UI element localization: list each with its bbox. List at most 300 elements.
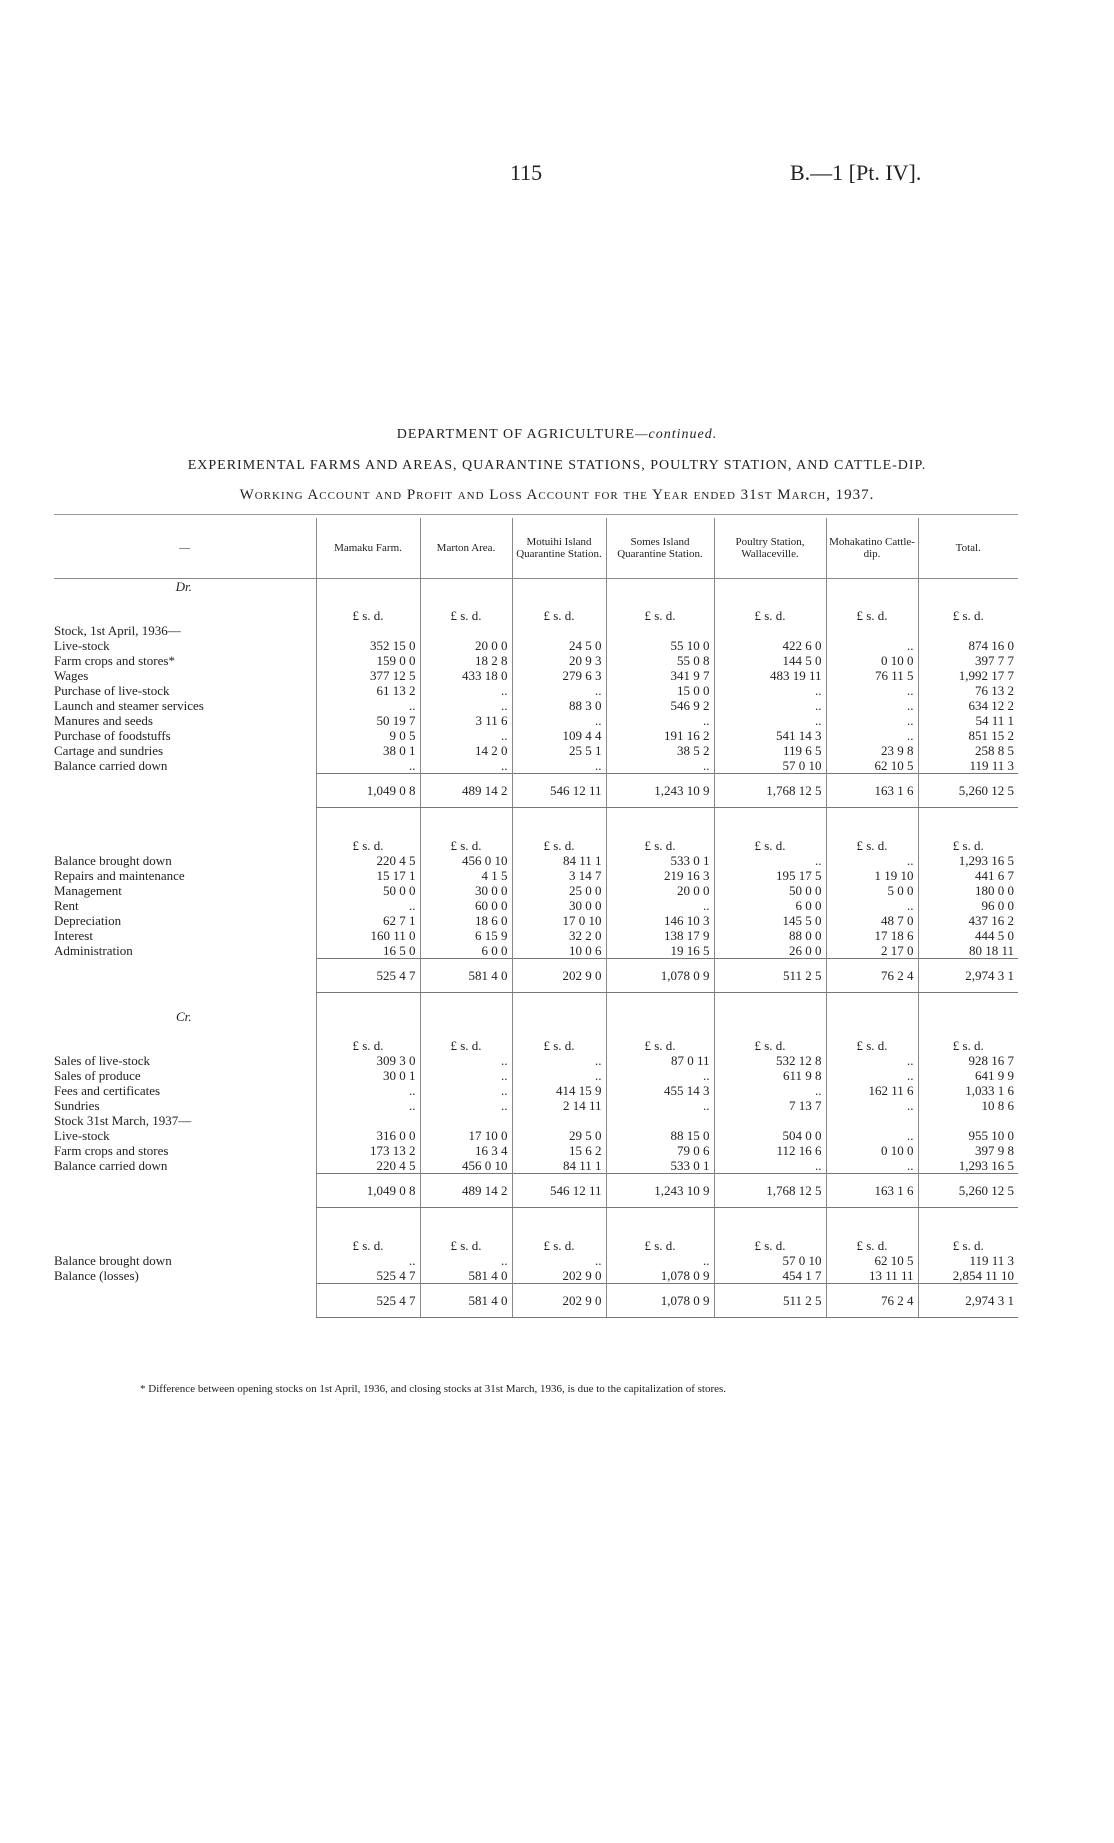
value-cell: .. (316, 1098, 420, 1113)
value-cell (918, 1113, 1018, 1128)
row-label-text: Cartage and sundries (54, 743, 164, 758)
value-cell: .. (714, 1083, 826, 1098)
value-cell: .. (606, 898, 714, 913)
table-row (54, 1128, 1018, 1143)
value-cell: 2 17 0 (826, 943, 918, 959)
value-cell: .. (714, 713, 826, 728)
value-cell: .. (316, 1253, 420, 1268)
units-cell: £ s. d. (606, 1224, 714, 1253)
row-label-text: Management (54, 883, 122, 898)
value-cell: 57 0 10 (714, 758, 826, 774)
value-cell: 6 15 9 (420, 928, 512, 943)
value-cell (420, 623, 512, 638)
value-cell: 5 0 0 (826, 883, 918, 898)
empty-cell (606, 808, 714, 825)
total-cell: 1,078 0 9 (606, 1284, 714, 1318)
row-label-text: Farm crops and stores* (54, 653, 175, 668)
empty-cell (512, 993, 606, 1010)
value-cell: .. (714, 683, 826, 698)
value-cell: 173 13 2 (316, 1143, 420, 1158)
total-cell: 5,260 12 5 (918, 1174, 1018, 1208)
row-label-text: Manures and seeds (54, 713, 153, 728)
units-cell: £ s. d. (714, 824, 826, 853)
main-title: EXPERIMENTAL FARMS AND AREAS, QUARANTINE STATIONS, POULTRY STATION, AND CATTLE-DIP. (187, 458, 927, 473)
value-cell: 30 0 1 (316, 1068, 420, 1083)
empty-cell (714, 1009, 826, 1024)
value-cell: 17 0 10 (512, 913, 606, 928)
value-cell: 38 5 2 (606, 743, 714, 758)
empty-cell (316, 1208, 420, 1225)
table-row (54, 1268, 1018, 1284)
value-cell (826, 1113, 918, 1128)
total-cell: 1,049 0 8 (316, 1174, 420, 1208)
empty-cell (606, 579, 714, 595)
spacer-row (54, 1208, 1018, 1225)
value-cell: 202 9 0 (512, 1268, 606, 1284)
value-cell: 18 6 0 (420, 913, 512, 928)
value-cell: 504 0 0 (714, 1128, 826, 1143)
value-cell: 7 13 7 (714, 1098, 826, 1113)
empty-cell (918, 1208, 1018, 1225)
table-row (54, 913, 1018, 928)
value-cell: 16 5 0 (316, 943, 420, 959)
value-cell: 377 12 5 (316, 668, 420, 683)
value-cell: 62 10 5 (826, 1253, 918, 1268)
row-label (54, 898, 316, 913)
value-cell: .. (606, 713, 714, 728)
row-label (54, 743, 316, 758)
units-cell: £ s. d. (316, 594, 420, 623)
value-cell: 1,293 16 5 (918, 853, 1018, 868)
empty-cell (826, 1208, 918, 1225)
empty-cell (714, 1208, 826, 1225)
row-label-text: Balance carried down (54, 758, 168, 773)
value-cell: 84 11 1 (512, 853, 606, 868)
value-cell: 454 1 7 (714, 1268, 826, 1284)
value-cell: .. (826, 683, 918, 698)
value-cell: 3 11 6 (420, 713, 512, 728)
table-row (54, 928, 1018, 943)
value-cell: 533 0 1 (606, 853, 714, 868)
row-label (54, 928, 316, 943)
table-row (54, 758, 1018, 774)
empty-cell (918, 579, 1018, 595)
empty-cell (54, 824, 316, 853)
value-cell: .. (420, 1053, 512, 1068)
section-label: Dr. (175, 579, 192, 594)
value-cell: 15 0 0 (606, 683, 714, 698)
value-cell: 220 4 5 (316, 1158, 420, 1174)
spacer-row (54, 993, 1018, 1010)
table-row (54, 883, 1018, 898)
value-cell: 2,854 11 10 (918, 1268, 1018, 1284)
value-cell: 455 14 3 (606, 1083, 714, 1098)
row-label-text: Balance brought down (54, 1253, 172, 1268)
row-label-text: Rent (54, 898, 79, 913)
value-cell: 581 4 0 (420, 1268, 512, 1284)
total-row (54, 1174, 1018, 1208)
value-cell (714, 1113, 826, 1128)
units-cell: £ s. d. (826, 824, 918, 853)
units-cell: £ s. d. (826, 1024, 918, 1053)
units-cell: £ s. d. (606, 824, 714, 853)
value-cell: 25 5 1 (512, 743, 606, 758)
value-cell: .. (714, 698, 826, 713)
value-cell: 9 0 5 (316, 728, 420, 743)
value-cell: 138 17 9 (606, 928, 714, 943)
row-label (54, 1253, 316, 1268)
value-cell: .. (826, 853, 918, 868)
value-cell: .. (606, 758, 714, 774)
spacer-row (54, 808, 1018, 825)
value-cell: 30 0 0 (420, 883, 512, 898)
value-cell (826, 623, 918, 638)
row-label-text: Sales of live-stock (54, 1053, 151, 1068)
value-cell: 159 0 0 (316, 653, 420, 668)
total-row (54, 1284, 1018, 1318)
value-cell: 352 15 0 (316, 638, 420, 653)
empty-cell (316, 1009, 420, 1024)
units-cell: £ s. d. (918, 1224, 1018, 1253)
value-cell: 76 11 5 (826, 668, 918, 683)
top-rule (54, 514, 1018, 515)
value-cell: 10 0 6 (512, 943, 606, 959)
row-label-text: Stock, 1st April, 1936— (54, 623, 181, 638)
department-suffix: —continued. (635, 427, 718, 442)
value-cell: 541 14 3 (714, 728, 826, 743)
table-row (54, 1068, 1018, 1083)
total-cell: 581 4 0 (420, 959, 512, 993)
table-row (54, 1098, 1018, 1113)
empty-cell (918, 808, 1018, 825)
value-cell: 14 2 0 (420, 743, 512, 758)
value-cell: .. (420, 1253, 512, 1268)
units-cell: £ s. d. (316, 1224, 420, 1253)
row-label-text: Farm crops and stores (54, 1143, 169, 1158)
table-row (54, 713, 1018, 728)
row-label (54, 668, 316, 683)
total-cell: 525 4 7 (316, 959, 420, 993)
value-cell (420, 1113, 512, 1128)
total-cell: 1,768 12 5 (714, 1174, 826, 1208)
row-label (54, 653, 316, 668)
value-cell: 88 0 0 (714, 928, 826, 943)
value-cell: 119 11 3 (918, 1253, 1018, 1268)
empty-cell (512, 1009, 606, 1024)
value-cell: 1,293 16 5 (918, 1158, 1018, 1174)
empty-cell (512, 1208, 606, 1225)
value-cell: 62 10 5 (826, 758, 918, 774)
value-cell: 219 16 3 (606, 868, 714, 883)
empty-cell (714, 993, 826, 1010)
empty-cell (316, 993, 420, 1010)
row-label (54, 683, 316, 698)
empty-cell (54, 1024, 316, 1053)
value-cell: 220 4 5 (316, 853, 420, 868)
value-cell: 414 15 9 (512, 1083, 606, 1098)
units-cell: £ s. d. (606, 1024, 714, 1053)
value-cell: .. (606, 1253, 714, 1268)
row-label (54, 758, 316, 774)
value-cell: 87 0 11 (606, 1053, 714, 1068)
value-cell: 20 9 3 (512, 653, 606, 668)
units-cell: £ s. d. (714, 594, 826, 623)
total-cell: 1,243 10 9 (606, 774, 714, 808)
value-cell: 76 13 2 (918, 683, 1018, 698)
value-cell: 441 6 7 (918, 868, 1018, 883)
value-cell: .. (420, 1083, 512, 1098)
value-cell: .. (512, 683, 606, 698)
value-cell (714, 623, 826, 638)
empty-cell (714, 808, 826, 825)
table-row (54, 1253, 1018, 1268)
value-cell: .. (826, 1158, 918, 1174)
units-cell: £ s. d. (420, 1224, 512, 1253)
value-cell: 1 19 10 (826, 868, 918, 883)
account-table (54, 518, 1018, 1318)
value-cell: .. (714, 853, 826, 868)
empty-cell (918, 993, 1018, 1010)
row-label-text: Balance carried down (54, 1158, 168, 1173)
value-cell (512, 1113, 606, 1128)
value-cell: .. (826, 728, 918, 743)
row-label (54, 913, 316, 928)
value-cell: 160 11 0 (316, 928, 420, 943)
value-cell (918, 623, 1018, 638)
value-cell: 258 8 5 (918, 743, 1018, 758)
empty-cell (606, 993, 714, 1010)
value-cell: 0 10 0 (826, 653, 918, 668)
row-label (54, 1143, 316, 1158)
total-cell: 76 2 4 (826, 1284, 918, 1318)
table-row (54, 1158, 1018, 1174)
units-cell: £ s. d. (714, 1224, 826, 1253)
total-cell: 163 1 6 (826, 1174, 918, 1208)
row-label (54, 1053, 316, 1068)
table-row (54, 683, 1018, 698)
total-cell: 525 4 7 (316, 1284, 420, 1318)
page-number: 115 (510, 160, 543, 185)
value-cell: .. (512, 713, 606, 728)
value-cell: 50 19 7 (316, 713, 420, 728)
value-cell: .. (606, 1098, 714, 1113)
row-label-text: Repairs and maintenance (54, 868, 185, 883)
empty-cell (420, 808, 512, 825)
value-cell: 397 9 8 (918, 1143, 1018, 1158)
value-cell: 6 0 0 (714, 898, 826, 913)
row-label (54, 1113, 316, 1128)
empty-cell (918, 1009, 1018, 1024)
col-header-6: Mohakatino Cattle-dip. (826, 518, 918, 579)
empty-cell (714, 579, 826, 595)
value-cell: 874 16 0 (918, 638, 1018, 653)
value-cell: .. (512, 1053, 606, 1068)
total-cell: 202 9 0 (512, 1284, 606, 1318)
value-cell: 62 7 1 (316, 913, 420, 928)
value-cell: .. (512, 1068, 606, 1083)
table-row (54, 728, 1018, 743)
total-cell: 489 14 2 (420, 774, 512, 808)
empty-cell (826, 993, 918, 1010)
value-cell: .. (826, 1128, 918, 1143)
value-cell: 17 18 6 (826, 928, 918, 943)
table-row (54, 868, 1018, 883)
value-cell: 60 0 0 (420, 898, 512, 913)
row-label-text: Purchase of foodstuffs (54, 728, 171, 743)
value-cell: 79 0 6 (606, 1143, 714, 1158)
table-row (54, 668, 1018, 683)
units-row (54, 1224, 1018, 1253)
table-row (54, 623, 1018, 638)
table-row (54, 853, 1018, 868)
value-cell: 112 16 6 (714, 1143, 826, 1158)
value-cell: .. (316, 758, 420, 774)
value-cell: 0 10 0 (826, 1143, 918, 1158)
table-row (54, 743, 1018, 758)
table-row (54, 1083, 1018, 1098)
empty-cell (54, 774, 316, 808)
table-row (54, 1053, 1018, 1068)
value-cell: 25 0 0 (512, 883, 606, 898)
value-cell: 162 11 6 (826, 1083, 918, 1098)
value-cell: 88 3 0 (512, 698, 606, 713)
column-header-row (54, 518, 1018, 579)
empty-cell (420, 579, 512, 595)
value-cell: 96 0 0 (918, 898, 1018, 913)
value-cell: 19 16 5 (606, 943, 714, 959)
row-label (54, 1098, 316, 1113)
total-row (54, 959, 1018, 993)
row-label-text: Purchase of live-stock (54, 683, 170, 698)
value-cell: 483 19 11 (714, 668, 826, 683)
value-cell: 437 16 2 (918, 913, 1018, 928)
value-cell: .. (606, 1068, 714, 1083)
value-cell: .. (714, 1158, 826, 1174)
value-cell: 80 18 11 (918, 943, 1018, 959)
units-row (54, 1024, 1018, 1053)
value-cell: 119 11 3 (918, 758, 1018, 774)
row-label (54, 623, 316, 638)
row-label-text: Sundries (54, 1098, 100, 1113)
col-header-3: Motuihi Island Quarantine Station. (512, 518, 606, 579)
value-cell: 26 0 0 (714, 943, 826, 959)
empty-cell (420, 993, 512, 1010)
col-header-1: Mamaku Farm. (316, 518, 420, 579)
value-cell: 851 15 2 (918, 728, 1018, 743)
row-label (54, 853, 316, 868)
value-cell: .. (420, 758, 512, 774)
value-cell: 6 0 0 (420, 943, 512, 959)
value-cell: 15 6 2 (512, 1143, 606, 1158)
units-cell: £ s. d. (420, 1024, 512, 1053)
row-label-text: Launch and steamer services (54, 698, 204, 713)
table-row (54, 1143, 1018, 1158)
value-cell: 144 5 0 (714, 653, 826, 668)
row-label-text: Live-stock (54, 638, 110, 653)
row-label (54, 943, 316, 959)
value-cell: 611 9 8 (714, 1068, 826, 1083)
col-header-5: Poultry Station, Wallaceville. (714, 518, 826, 579)
value-cell: 525 4 7 (316, 1268, 420, 1284)
value-cell: .. (420, 698, 512, 713)
value-cell: .. (420, 683, 512, 698)
units-row (54, 824, 1018, 853)
total-cell: 5,260 12 5 (918, 774, 1018, 808)
empty-cell (826, 579, 918, 595)
value-cell: 2 14 11 (512, 1098, 606, 1113)
row-label-text: Administration (54, 943, 133, 958)
section-label: Cr. (175, 1009, 192, 1024)
value-cell: 32 2 0 (512, 928, 606, 943)
value-cell: 109 4 4 (512, 728, 606, 743)
footnote: * Difference between opening stocks on 1st April, 1936, and closing stocks at 31st March, 1936, is due to the capitalization of stores. (140, 1383, 727, 1395)
empty-cell (54, 1174, 316, 1208)
empty-cell (420, 1208, 512, 1225)
value-cell: 146 10 3 (606, 913, 714, 928)
value-cell: 1,078 0 9 (606, 1268, 714, 1284)
empty-cell (316, 579, 420, 595)
value-cell (606, 1113, 714, 1128)
value-cell (316, 623, 420, 638)
value-cell: 279 6 3 (512, 668, 606, 683)
value-cell: 55 0 8 (606, 653, 714, 668)
row-label (54, 1083, 316, 1098)
units-cell: £ s. d. (918, 824, 1018, 853)
value-cell: 38 0 1 (316, 743, 420, 758)
value-cell: 55 10 0 (606, 638, 714, 653)
value-cell: .. (826, 898, 918, 913)
value-cell: .. (826, 1068, 918, 1083)
value-cell: 532 12 8 (714, 1053, 826, 1068)
value-cell: 195 17 5 (714, 868, 826, 883)
value-cell: 955 10 0 (918, 1128, 1018, 1143)
empty-cell (54, 594, 316, 623)
total-cell: 1,243 10 9 (606, 1174, 714, 1208)
row-label (54, 638, 316, 653)
value-cell: 316 0 0 (316, 1128, 420, 1143)
row-label-text: Live-stock (54, 1128, 110, 1143)
value-cell: .. (420, 1098, 512, 1113)
units-cell: £ s. d. (918, 1024, 1018, 1053)
total-cell: 2,974 3 1 (918, 1284, 1018, 1318)
empty-cell (316, 808, 420, 825)
row-label-text: Balance (losses) (54, 1268, 139, 1283)
value-cell: 24 5 0 (512, 638, 606, 653)
value-cell: 533 0 1 (606, 1158, 714, 1174)
value-cell: 1,033 1 6 (918, 1083, 1018, 1098)
value-cell: .. (420, 1068, 512, 1083)
row-label-text: Wages (54, 668, 89, 683)
total-cell: 1,768 12 5 (714, 774, 826, 808)
value-cell: .. (826, 638, 918, 653)
row-label (54, 728, 316, 743)
units-cell: £ s. d. (606, 594, 714, 623)
value-cell: 444 5 0 (918, 928, 1018, 943)
value-cell: 13 11 11 (826, 1268, 918, 1284)
value-cell: 422 6 0 (714, 638, 826, 653)
row-label (54, 1068, 316, 1083)
department-name: DEPARTMENT OF AGRICULTURE (396, 427, 636, 442)
value-cell: 54 11 1 (918, 713, 1018, 728)
row-label (54, 713, 316, 728)
units-cell: £ s. d. (420, 594, 512, 623)
value-cell: 928 16 7 (918, 1053, 1018, 1068)
empty-cell (826, 1009, 918, 1024)
units-cell: £ s. d. (512, 824, 606, 853)
total-cell: 76 2 4 (826, 959, 918, 993)
value-cell: .. (826, 1053, 918, 1068)
value-cell (606, 623, 714, 638)
